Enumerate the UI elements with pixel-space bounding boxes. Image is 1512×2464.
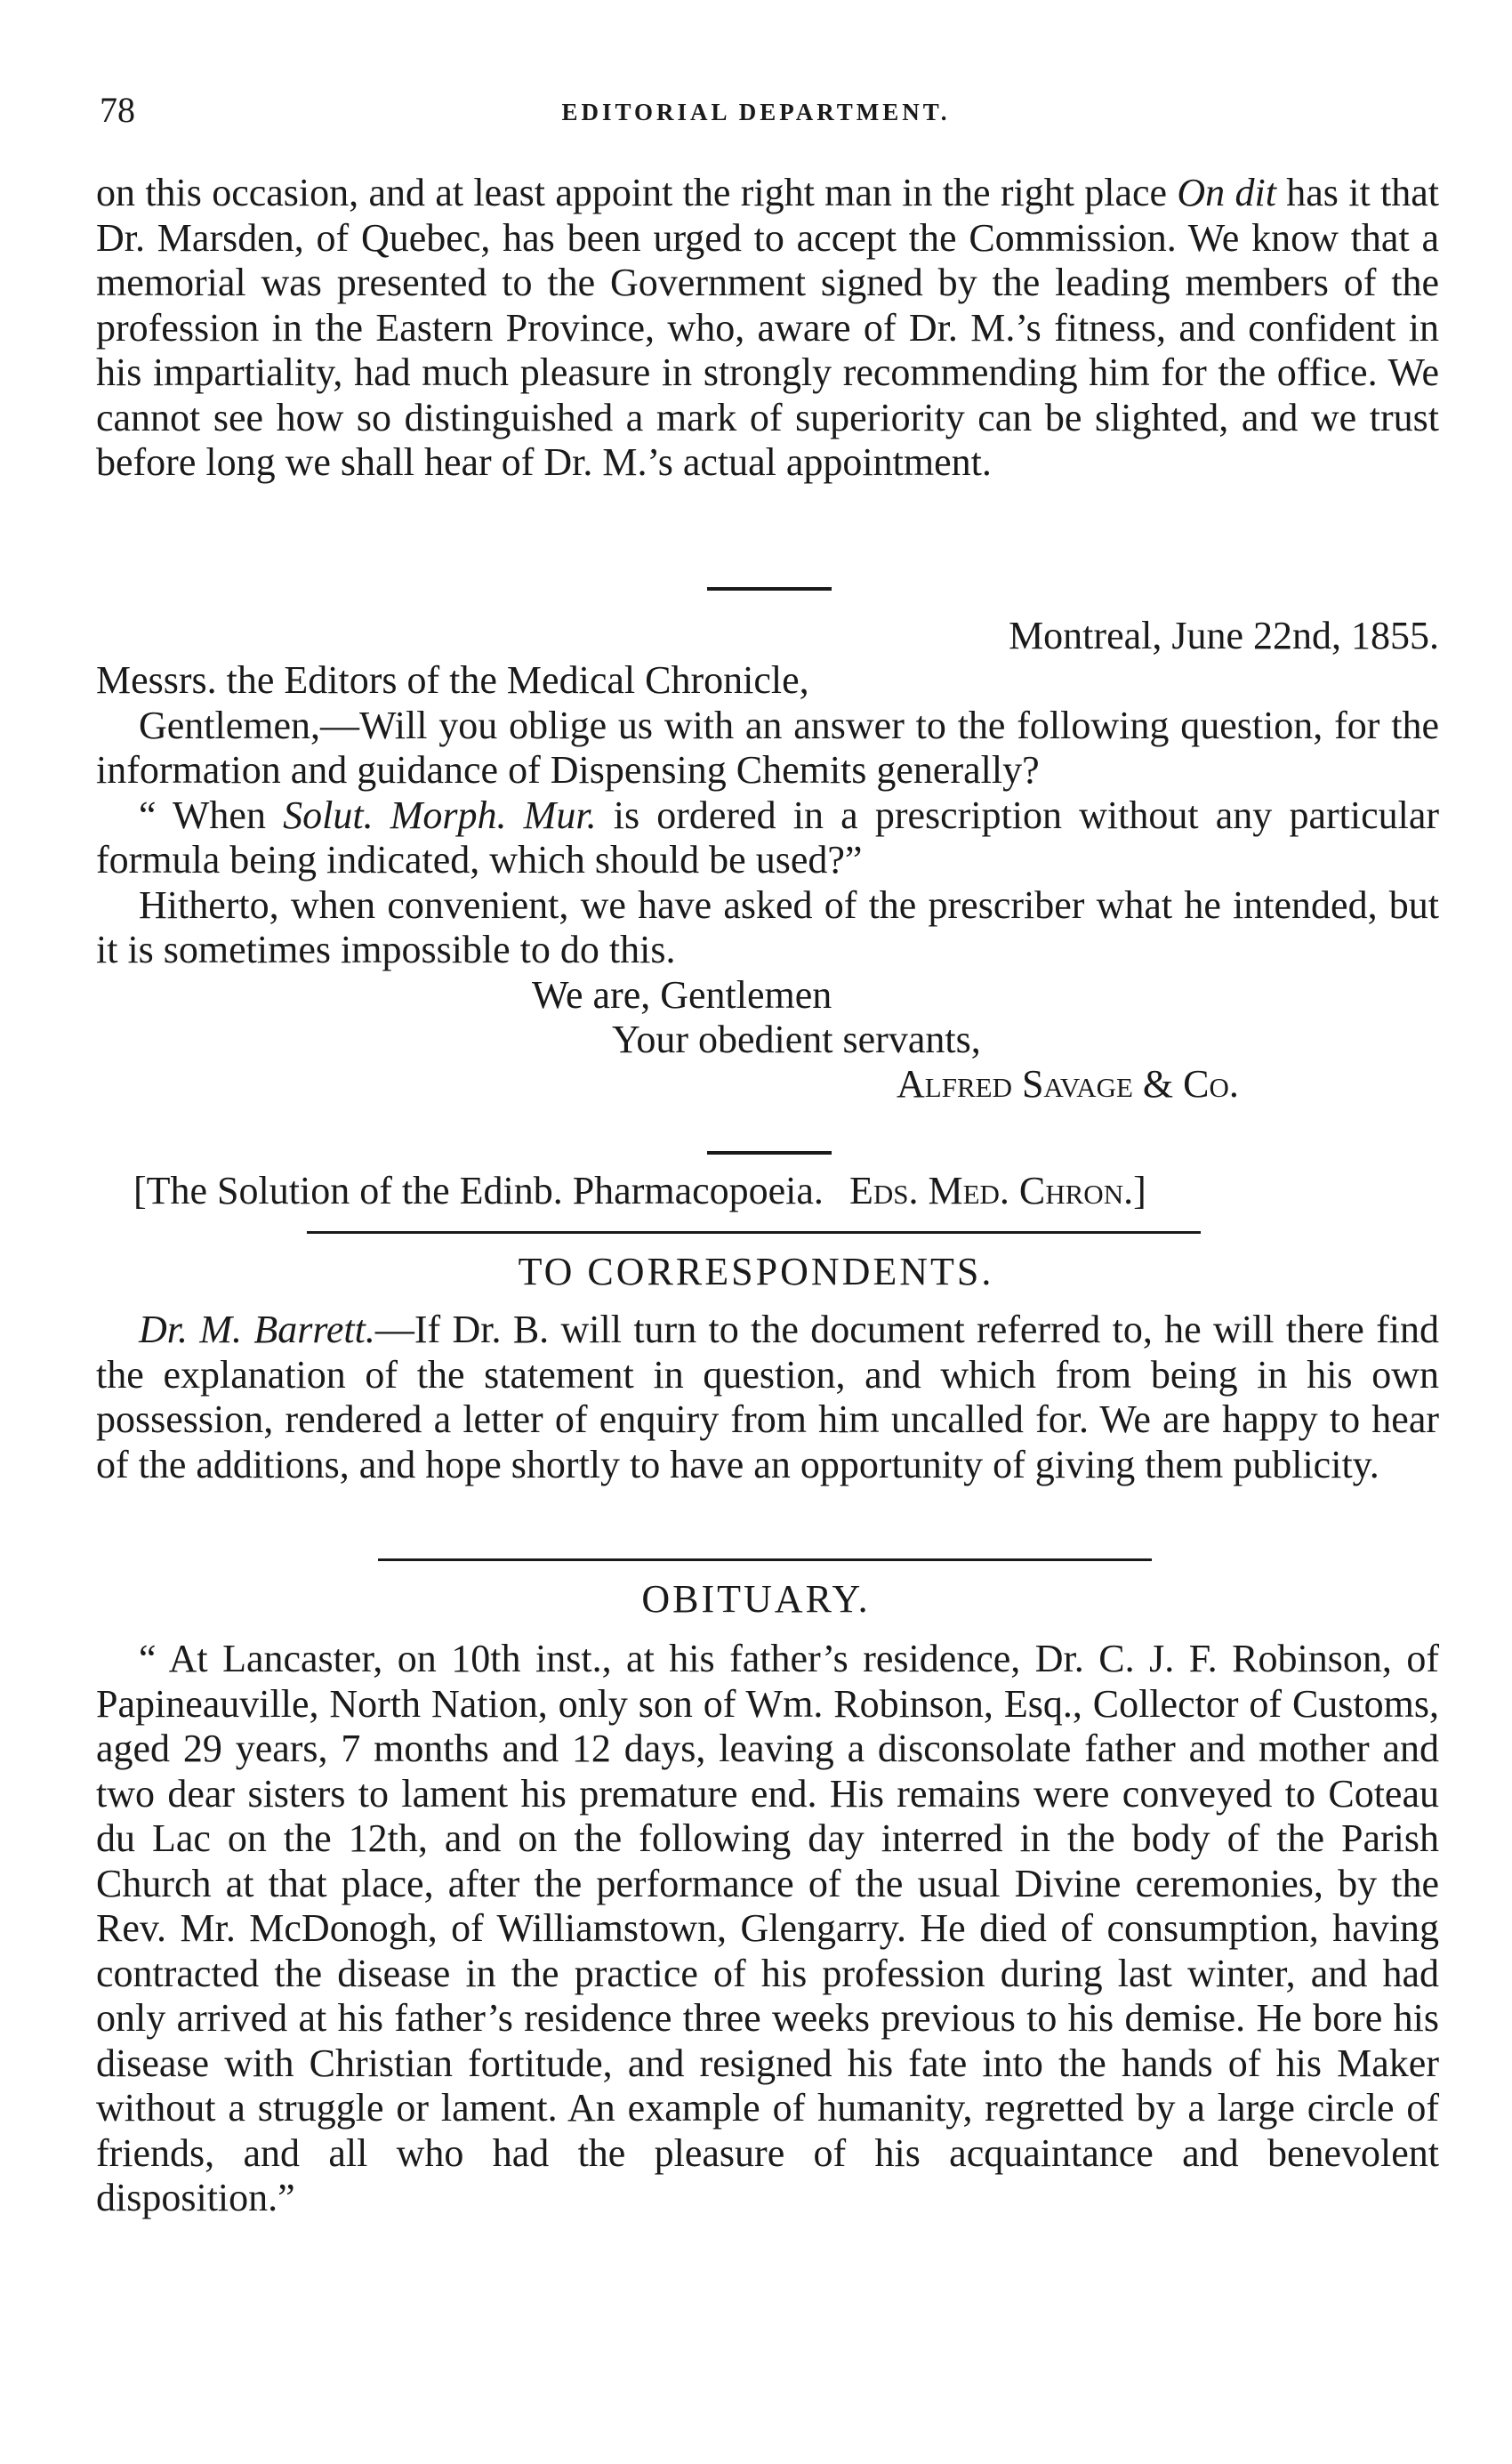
editor-note-text: [The Solution of the Edinb. Pharmacopoeia.: [133, 1169, 824, 1212]
letter-addressee: Messrs. the Editors of the Medical Chronicle,: [96, 658, 809, 702]
obituary-section: [96, 1637, 1439, 2221]
section-divider-3: [307, 1231, 1201, 1234]
correspondents-text: —If Dr. B. will turn to the document referred to, he will there find the explanation of the statement in question, and which from being in his own possession, rendered a letter of enquiry from him uncalled for. We are happy to hear of the additions, and hope shortly to have an opportunity of giving them publicity.: [96, 1308, 1439, 1486]
letter-closing-1: We are, Gentlemen: [532, 972, 832, 1017]
page-number: 78: [100, 90, 135, 130]
section-divider-1: [707, 587, 832, 591]
correspondent-name: Dr. M. Barrett.: [139, 1308, 375, 1351]
editorial-text-start: on this occasion, and at least appoint the right man in the right place: [96, 171, 1178, 214]
editor-note: [133, 1169, 1423, 1213]
on-dit-phrase: On dit: [1177, 171, 1276, 214]
letter-paragraph-1: Gentlemen,—Will you oblige us with an answer to the following question, for the information and guidance of Dispensing Chemits generally?: [96, 703, 1439, 792]
editorial-section: [96, 171, 1439, 486]
correspondents-heading: TO CORRESPONDENTS.: [518, 1250, 994, 1293]
editorial-text-rest: has it that Dr. Marsden, of Quebec, has been urged to accept the Commission. We know that a memorial was presented to the Government signed by the leading members of the profession in the Eastern Province, who, aware of Dr. M.’s fitness, and confident in his impartiality, had much pleasure in strongly recommending him for the office. We cannot see how so distinguished a mark of superiority can be slighted, and we trust before long we shall hear of Dr. M.’s actual appointment.: [96, 171, 1439, 484]
section-divider-4: [378, 1558, 1152, 1561]
editor-note-signature: Eds. Med. Chron.]: [848, 1169, 1146, 1212]
letter-closing-2: Your obedient servants,: [612, 1017, 981, 1061]
section-divider-2: [707, 1151, 832, 1155]
editorial-paragraph: [96, 171, 1439, 486]
running-head: EDITORIAL DEPARTMENT.: [561, 99, 951, 125]
letter-section: [96, 614, 1439, 1107]
letter-question: [96, 793, 1439, 883]
question-drug: Solut. Morph. Mur.: [283, 793, 597, 837]
letter-signature: Alfred Savage & Co.: [897, 1061, 1239, 1106]
obituary-heading: OBITUARY.: [641, 1577, 871, 1621]
letter-paragraph-3: Hitherto, when convenient, we have asked of the prescriber what he intended, but it is sometimes impossible to do this.: [96, 882, 1439, 971]
question-open: “ When: [139, 793, 284, 837]
question-rest: is ordered in a prescription without any particular formula being indicated, which should be used?”: [96, 793, 1440, 882]
correspondents-section: [96, 1308, 1439, 1487]
letter-date: Montreal, June 22nd, 1855.: [1009, 614, 1439, 657]
correspondents-paragraph: [96, 1308, 1439, 1487]
obituary-paragraph: “ At Lancaster, on 10th inst., at his father’s residence, Dr. C. J. F. Robinson, of Papineauville, North Nation, only son of Wm. Robinson, Esq., Collector of Customs, aged 29 years, 7 months and 12 days, leaving a disconsolate father and mother and two dear sisters to lament his premature end. His remains were conveyed to Coteau du Lac on the 12th, and on the following day interred in the body of the Parish Church at that place, after the performance of the usual Divine ceremonies, by the Rev. Mr. McDonogh, of Williamstown, Glengarry. He died of consumption, having contracted the disease in the practice of his profession during last winter, and had only arrived at his father’s residence three weeks previous to his demise. He bore his disease with Christian fortitude, and resigned his fate into the hands of his Maker without a struggle or lament. An example of humanity, regretted by a large circle of friends, and all who had the pleasure of his acquaintance and benevolent disposition.”: [96, 1637, 1439, 2219]
